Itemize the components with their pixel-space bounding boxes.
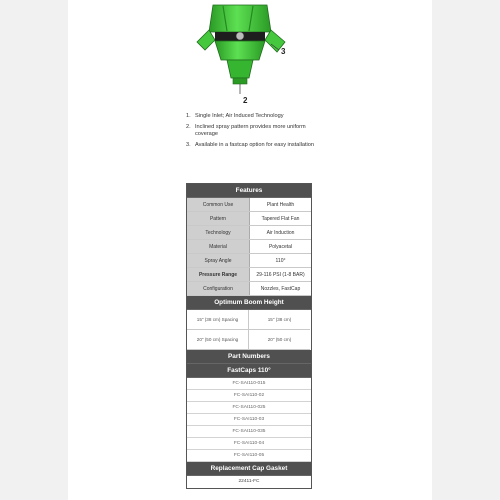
boom-height-cell: 15" (38 cm) Spacing xyxy=(187,310,249,330)
spec-label: Common Use xyxy=(187,198,250,211)
spec-value: Tapered Flat Fan xyxy=(261,215,300,222)
nozzle-illustration xyxy=(175,0,305,108)
feature-item xyxy=(186,124,326,138)
spec-label: Pattern xyxy=(187,212,250,225)
feature-text: Inclined spray pattern provides more uniform coverage xyxy=(195,124,306,137)
spec-label: Material xyxy=(187,240,250,253)
nozzle-cap xyxy=(209,5,271,32)
part-number: FC-SAI110-04 xyxy=(187,438,311,450)
boom-height-cell: 20" (50 cm) xyxy=(249,330,310,350)
feature-item xyxy=(186,142,326,149)
gasket-part-number: 22411-FC xyxy=(238,479,260,484)
spec-row xyxy=(187,226,311,240)
nozzle-wing-left xyxy=(197,30,215,50)
spec-row xyxy=(187,198,311,212)
spec-label: Technology xyxy=(187,226,250,239)
part-number: FC-SAI110-02 xyxy=(187,390,311,402)
spec-label: Spray Angle xyxy=(187,254,250,267)
nozzle-tip xyxy=(227,60,253,78)
spec-row xyxy=(187,212,311,226)
spec-value: 110° xyxy=(275,257,286,264)
feature-number: 3. xyxy=(186,142,191,148)
nozzle-body xyxy=(215,41,265,60)
boom-height-header: Optimum Boom Height xyxy=(187,296,311,310)
boom-height-cell: 20" (50 cm) Spacing xyxy=(187,330,249,350)
feature-number: 2. xyxy=(186,124,191,130)
spec-value: Plant Health xyxy=(266,201,295,208)
spec-label: Pressure Range xyxy=(187,268,250,281)
part-number: FC-SAI110-025 xyxy=(187,402,311,414)
part-number: FC-SAI110-015 xyxy=(187,378,311,390)
spec-value: Polyacetal xyxy=(268,243,293,250)
fastcaps-header: FastCaps 110° xyxy=(187,364,311,378)
spec-value: Nozzles, FastCap xyxy=(260,285,301,292)
spec-table xyxy=(186,183,312,489)
callout-3: 3 xyxy=(281,47,286,56)
spec-value: Air Induction xyxy=(266,229,295,236)
part-number: FC-SAI110-03 xyxy=(187,414,311,426)
part-numbers-header: Part Numbers xyxy=(187,350,311,364)
gasket-header: Replacement Cap Gasket xyxy=(187,462,311,476)
feature-text: Available in a fastcap option for easy installation xyxy=(195,142,314,148)
features-header: Features xyxy=(187,184,311,198)
part-number: FC-SAI110-035 xyxy=(187,426,311,438)
spec-row xyxy=(187,240,311,254)
spec-row xyxy=(187,254,311,268)
feature-list xyxy=(186,113,326,153)
spec-label: Configuration xyxy=(187,282,250,295)
boom-height-grid xyxy=(187,310,311,350)
part-number: FC-SAI110-05 xyxy=(187,450,311,462)
feature-item xyxy=(186,113,326,120)
callout-2: 2 xyxy=(243,96,248,105)
spec-row xyxy=(187,268,311,282)
feature-text: Single Inlet; Air Induced Technology xyxy=(195,113,284,119)
spec-value: 29-116 PSI (1-8 BAR) xyxy=(256,271,305,278)
boom-height-cell: 15" (38 cm) xyxy=(249,310,310,330)
feature-number: 1. xyxy=(186,113,191,119)
spec-row xyxy=(187,282,311,296)
